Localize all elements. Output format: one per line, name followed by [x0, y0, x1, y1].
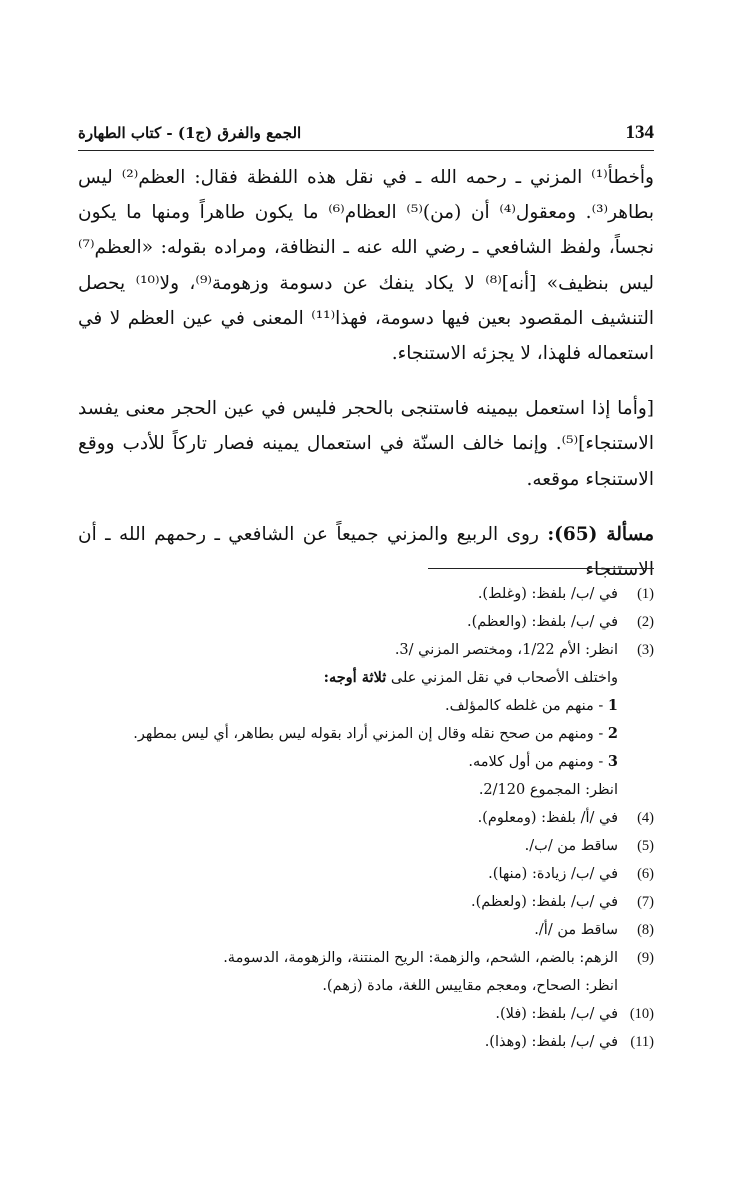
footnote-text: في /ب/ بلفظ: (وهذا). — [484, 1034, 618, 1050]
footnote — [60, 860, 654, 888]
footnote — [60, 1028, 654, 1056]
issue-label: مسألة (65): — [547, 523, 654, 545]
footnote-text: انظر: المجموع 2/120. — [478, 782, 618, 798]
option-number: 3 — [607, 753, 618, 770]
footnote-option — [60, 692, 654, 720]
footnote — [60, 636, 654, 664]
footnote — [60, 804, 654, 832]
running-title: الجمع والفرق (ج1) - كتاب الطهارة — [78, 124, 302, 142]
footnote-continuation — [60, 664, 654, 692]
paragraph-2: [وأما إذا استعمل بيمينه فاستنجى بالحجر فليس في عين الحجر معنى يفسد الاستنجاء]⁽⁵⁾. وإنما خالف السنّة في استعمال يمينه فصار تاركاً للأدب ووقع الاستنجاء موقعه. — [78, 398, 654, 490]
paragraph-1: وأخطأ⁽¹⁾ المزني ـ رحمه الله ـ في نقل هذه اللفظة فقال: العظم⁽²⁾ ليس بطاهر⁽³⁾. ومعقول⁽⁴⁾ أن (من)⁽⁵⁾ العظام⁽⁶⁾ ما يكون طاهراً ومنها ما يكون نجساً، ولفظ الشافعي ـ رضي الله عنه ـ النظافة، ومراده بقوله: «العظم⁽⁷⁾ ليس بنظيف» [أنه]⁽⁸⁾ لا يكاد ينفك عن دسومة وزهومة⁽⁹⁾، ولا⁽¹⁰⁾ يحصل التنشيف المقصود بعين فيها دسومة، فهذا⁽¹¹⁾ المعنى في عين العظم لا في استعماله فلهذا، لا يجزئه الاستنجاء. — [78, 167, 654, 365]
footnote-option — [60, 748, 654, 776]
option-text: - ومنهم من أول كلامه. — [468, 754, 604, 770]
footnote-text: في /ب/ زيادة: (منها). — [488, 866, 618, 882]
option-number: 1 — [607, 697, 618, 714]
issue-text: روى الربيع والمزني جميعاً عن الشافعي ـ رحمهم الله ـ أن الاستنجاء — [78, 523, 654, 581]
footnote-text: في /ب/ بلفظ: (فلا). — [495, 1006, 618, 1022]
page-header — [78, 116, 654, 151]
option-text: - ومنهم من صحح نقله وقال إن المزني أراد بقوله ليس بطاهر، أي ليس بمطهر. — [133, 726, 604, 742]
footnote-text: واختلف الأصحاب في نقل المزني على — [390, 670, 618, 686]
footnote — [60, 888, 654, 916]
option-number: 2 — [607, 725, 618, 742]
footnote-text: الزهم: بالضم، الشحم، والزهمة: الريح المنتنة، والزهومة، الدسومة. — [223, 950, 618, 966]
footnote-number: (7) — [637, 894, 654, 910]
footnote-text: انظر: الأم 1/22، ومختصر المزني /3. — [394, 642, 618, 658]
footnote-separator — [428, 568, 654, 569]
option-text: - منهم من غلطه كالمؤلف. — [444, 698, 604, 714]
footnote-number: (9) — [637, 950, 654, 966]
footnote-number: (6) — [637, 866, 654, 882]
footnote-number: (8) — [637, 922, 654, 938]
footnotes — [60, 580, 654, 1056]
footnote-number: (5) — [637, 838, 654, 854]
footnote-text: في /ب/ بلفظ: (وغلط). — [477, 586, 618, 602]
footnote-text: في /ب/ بلفظ: (والعظم). — [467, 614, 618, 630]
footnote-number: (10) — [629, 1006, 654, 1022]
footnote — [60, 1000, 654, 1028]
footnote — [60, 944, 654, 972]
footnote-number: (2) — [637, 614, 654, 630]
main-text — [78, 160, 654, 587]
footnote-number: (1) — [637, 586, 654, 602]
footnote — [60, 832, 654, 860]
footnote-text: في /ب/ بلفظ: (ولعظم). — [471, 894, 618, 910]
footnote-option — [60, 720, 654, 748]
footnote-text: في /أ/ بلفظ: (ومعلوم). — [477, 810, 618, 826]
footnote-number: (4) — [637, 810, 654, 826]
footnote-text: ساقط من /أ/. — [534, 922, 618, 938]
footnote-continuation — [60, 776, 654, 804]
footnote-number: (11) — [630, 1034, 654, 1050]
footnote — [60, 580, 654, 608]
footnote-continuation — [60, 972, 654, 1000]
footnote — [60, 608, 654, 636]
footnote-bold-text: ثلاثة أوجه: — [323, 669, 387, 686]
footnote-number: (3) — [637, 642, 654, 658]
issue-paragraph — [78, 517, 654, 587]
footnote — [60, 916, 654, 944]
footnote-text: ساقط من /ب/. — [524, 838, 618, 854]
page-number: 134 — [625, 122, 654, 143]
footnote-text: انظر: الصحاح، ومعجم مقاييس اللغة، مادة (زهم). — [322, 978, 618, 994]
